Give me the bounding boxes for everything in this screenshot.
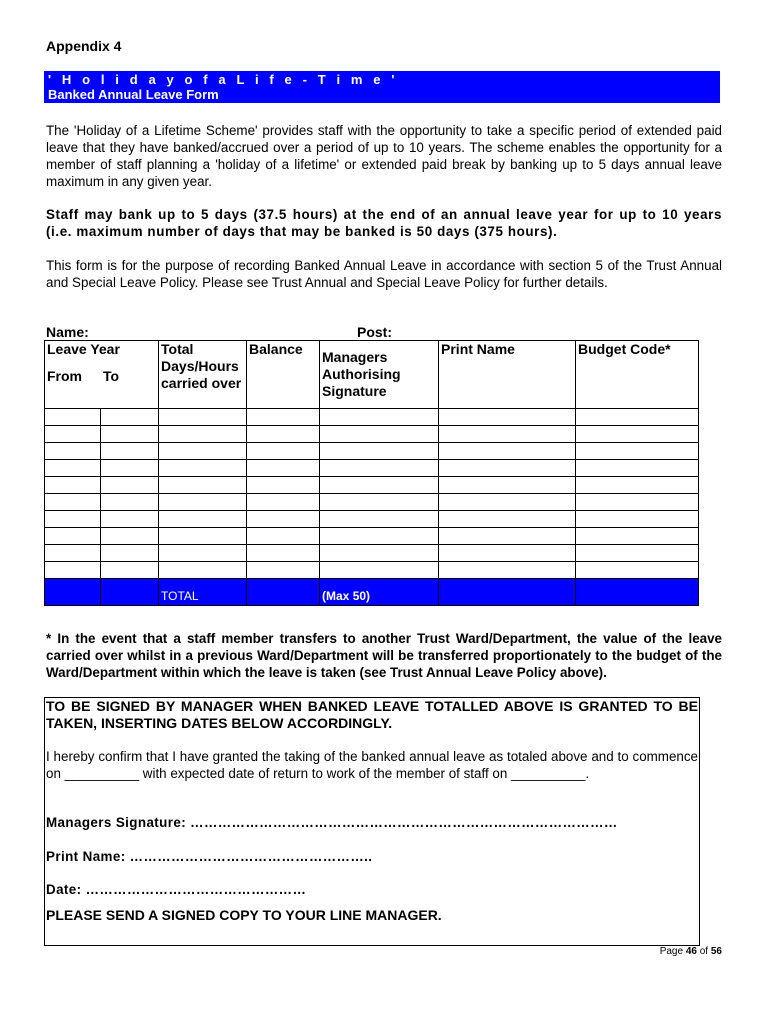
total-budget-cell	[576, 579, 699, 606]
leave-year-label: Leave Year	[47, 341, 120, 357]
print-name-cell[interactable]	[439, 494, 576, 511]
from-cell[interactable]	[45, 409, 101, 426]
table-row	[45, 494, 699, 511]
signature-cell[interactable]	[320, 528, 439, 545]
balance-cell[interactable]	[247, 545, 320, 562]
appendix-label: Appendix 4	[46, 38, 122, 54]
budget-code-cell[interactable]	[576, 443, 699, 460]
balance-cell[interactable]	[247, 562, 320, 579]
send-instruction: PLEASE SEND A SIGNED COPY TO YOUR LINE MANAGER.	[46, 907, 442, 923]
table-row	[45, 511, 699, 528]
print-name-header: Print Name	[439, 341, 576, 409]
to-cell[interactable]	[101, 528, 159, 545]
total-cell[interactable]	[159, 528, 247, 545]
table-row	[45, 477, 699, 494]
table-row	[45, 562, 699, 579]
total-cell[interactable]	[159, 562, 247, 579]
current-page: 46	[685, 946, 697, 957]
print-name-cell[interactable]	[439, 477, 576, 494]
intro-paragraph: The 'Holiday of a Lifetime Scheme' provides staff with the opportunity to take a specific period of extended paid leave that they have banked/accrued over a period of up to 10 years. The scheme enables the opportunity for a member of staff planning a 'holiday of a lifetime' or extended paid break by banking up to 5 days annual leave maximum in any given year.	[46, 123, 722, 189]
date-line[interactable]: Date: …………………………………………	[46, 882, 307, 897]
total-cell[interactable]	[159, 409, 247, 426]
budget-code-cell[interactable]	[576, 477, 699, 494]
budget-code-cell[interactable]	[576, 494, 699, 511]
total-cell[interactable]	[159, 494, 247, 511]
page-number	[660, 946, 722, 957]
budget-code-cell[interactable]	[576, 545, 699, 562]
manager-approval-heading: TO BE SIGNED BY MANAGER WHEN BANKED LEAVE TOTALLED ABOVE IS GRANTED TO BE TAKEN, INSERTING DATES BELOW ACCORDINGLY.	[46, 698, 698, 731]
from-cell[interactable]	[45, 528, 101, 545]
table-row	[45, 426, 699, 443]
total-cell[interactable]	[159, 443, 247, 460]
max-label: (Max 50)	[320, 579, 439, 606]
table-row	[45, 460, 699, 477]
post-label: Post:	[357, 324, 392, 340]
balance-cell[interactable]	[247, 511, 320, 528]
to-header: To	[103, 368, 120, 384]
managers-signature-header: Managers Authorising Signature	[320, 341, 439, 409]
signature-cell[interactable]	[320, 545, 439, 562]
to-cell[interactable]	[101, 409, 159, 426]
total-to-cell	[101, 579, 159, 606]
to-cell[interactable]	[101, 477, 159, 494]
budget-code-cell[interactable]	[576, 426, 699, 443]
from-cell[interactable]	[45, 443, 101, 460]
total-cell[interactable]	[159, 426, 247, 443]
total-cell[interactable]	[159, 460, 247, 477]
balance-cell[interactable]	[247, 460, 320, 477]
managers-signature-line[interactable]: Managers Signature: …………………………………………………………………………………	[46, 815, 618, 830]
budget-code-cell[interactable]	[576, 528, 699, 545]
signature-cell[interactable]	[320, 460, 439, 477]
table-row	[45, 545, 699, 562]
balance-cell[interactable]	[247, 494, 320, 511]
leave-table	[44, 340, 699, 606]
banner-title: ' H o l i d a y o f a L i f e - T i m e '	[48, 72, 399, 87]
print-name-cell[interactable]	[439, 528, 576, 545]
bank-limit-statement: Staff may bank up to 5 days (37.5 hours) at the end of an annual leave year for up to 10 years (i.e. maximum number of days that may be banked is 50 days (375 hours).	[46, 207, 722, 239]
to-cell[interactable]	[101, 460, 159, 477]
total-from-cell	[45, 579, 101, 606]
from-cell[interactable]	[45, 511, 101, 528]
print-name-cell[interactable]	[439, 443, 576, 460]
from-cell[interactable]	[45, 426, 101, 443]
signature-cell[interactable]	[320, 426, 439, 443]
print-name-cell[interactable]	[439, 545, 576, 562]
balance-header: Balance	[247, 341, 320, 409]
balance-cell[interactable]	[247, 477, 320, 494]
total-pages: 56	[710, 946, 722, 957]
to-cell[interactable]	[101, 562, 159, 579]
budget-code-cell[interactable]	[576, 511, 699, 528]
budget-code-cell[interactable]	[576, 460, 699, 477]
total-cell[interactable]	[159, 477, 247, 494]
budget-code-cell[interactable]	[576, 562, 699, 579]
print-name-cell[interactable]	[439, 426, 576, 443]
total-print-cell	[439, 579, 576, 606]
budget-code-header: Budget Code*	[576, 341, 699, 409]
page-of: of	[696, 946, 711, 957]
print-name-cell[interactable]	[439, 511, 576, 528]
total-balance-cell	[247, 579, 320, 606]
from-cell[interactable]	[45, 562, 101, 579]
total-cell[interactable]	[159, 511, 247, 528]
to-cell[interactable]	[101, 426, 159, 443]
page-prefix: Page	[659, 946, 686, 957]
print-name-cell[interactable]	[439, 460, 576, 477]
from-cell[interactable]	[45, 477, 101, 494]
to-cell[interactable]	[101, 443, 159, 460]
balance-cell[interactable]	[247, 426, 320, 443]
total-days-header: Total Days/Hours carried over	[159, 341, 247, 409]
table-row	[45, 528, 699, 545]
table-row	[45, 443, 699, 460]
name-label: Name:	[46, 324, 89, 340]
signature-cell[interactable]	[320, 562, 439, 579]
from-header: From	[47, 368, 82, 384]
transfer-note: * In the event that a staff member transfers to another Trust Ward/Department, the value of the leave carried over whilst in a previous Ward/Department will be transferred proportionately to the budget of the Ward/Department within which the leave is taken (see Trust Annual Leave Policy above).	[46, 631, 722, 680]
print-name-line[interactable]: Print Name: ……………………………………………..	[46, 849, 373, 864]
budget-code-cell[interactable]	[576, 409, 699, 426]
form-title-banner	[44, 71, 720, 103]
signature-cell[interactable]	[320, 477, 439, 494]
print-name-cell[interactable]	[439, 562, 576, 579]
purpose-paragraph: This form is for the purpose of recording Banked Annual Leave in accordance with section 5 of the Trust Annual and Special Leave Policy. Please see Trust Annual and Special Leave Policy for further details.	[46, 258, 722, 290]
balance-cell[interactable]	[247, 443, 320, 460]
confirmation-text: I hereby confirm that I have granted the taking of the banked annual leave as totaled above and to commence on __________ with expected date of return to work of the member of staff on __________.	[46, 749, 698, 781]
total-cell[interactable]	[159, 545, 247, 562]
balance-cell[interactable]	[247, 528, 320, 545]
signature-cell[interactable]	[320, 494, 439, 511]
table-row	[45, 409, 699, 426]
to-cell[interactable]	[101, 545, 159, 562]
from-cell[interactable]	[45, 460, 101, 477]
balance-cell[interactable]	[247, 409, 320, 426]
from-cell[interactable]	[45, 545, 101, 562]
banner-subtitle: Banked Annual Leave Form	[48, 87, 219, 102]
signature-cell[interactable]	[320, 443, 439, 460]
to-cell[interactable]	[101, 494, 159, 511]
signature-cell[interactable]	[320, 511, 439, 528]
total-row	[45, 579, 699, 606]
total-label: TOTAL	[159, 579, 247, 606]
from-cell[interactable]	[45, 494, 101, 511]
signature-cell[interactable]	[320, 409, 439, 426]
to-cell[interactable]	[101, 511, 159, 528]
leave-year-header	[45, 341, 159, 409]
print-name-cell[interactable]	[439, 409, 576, 426]
